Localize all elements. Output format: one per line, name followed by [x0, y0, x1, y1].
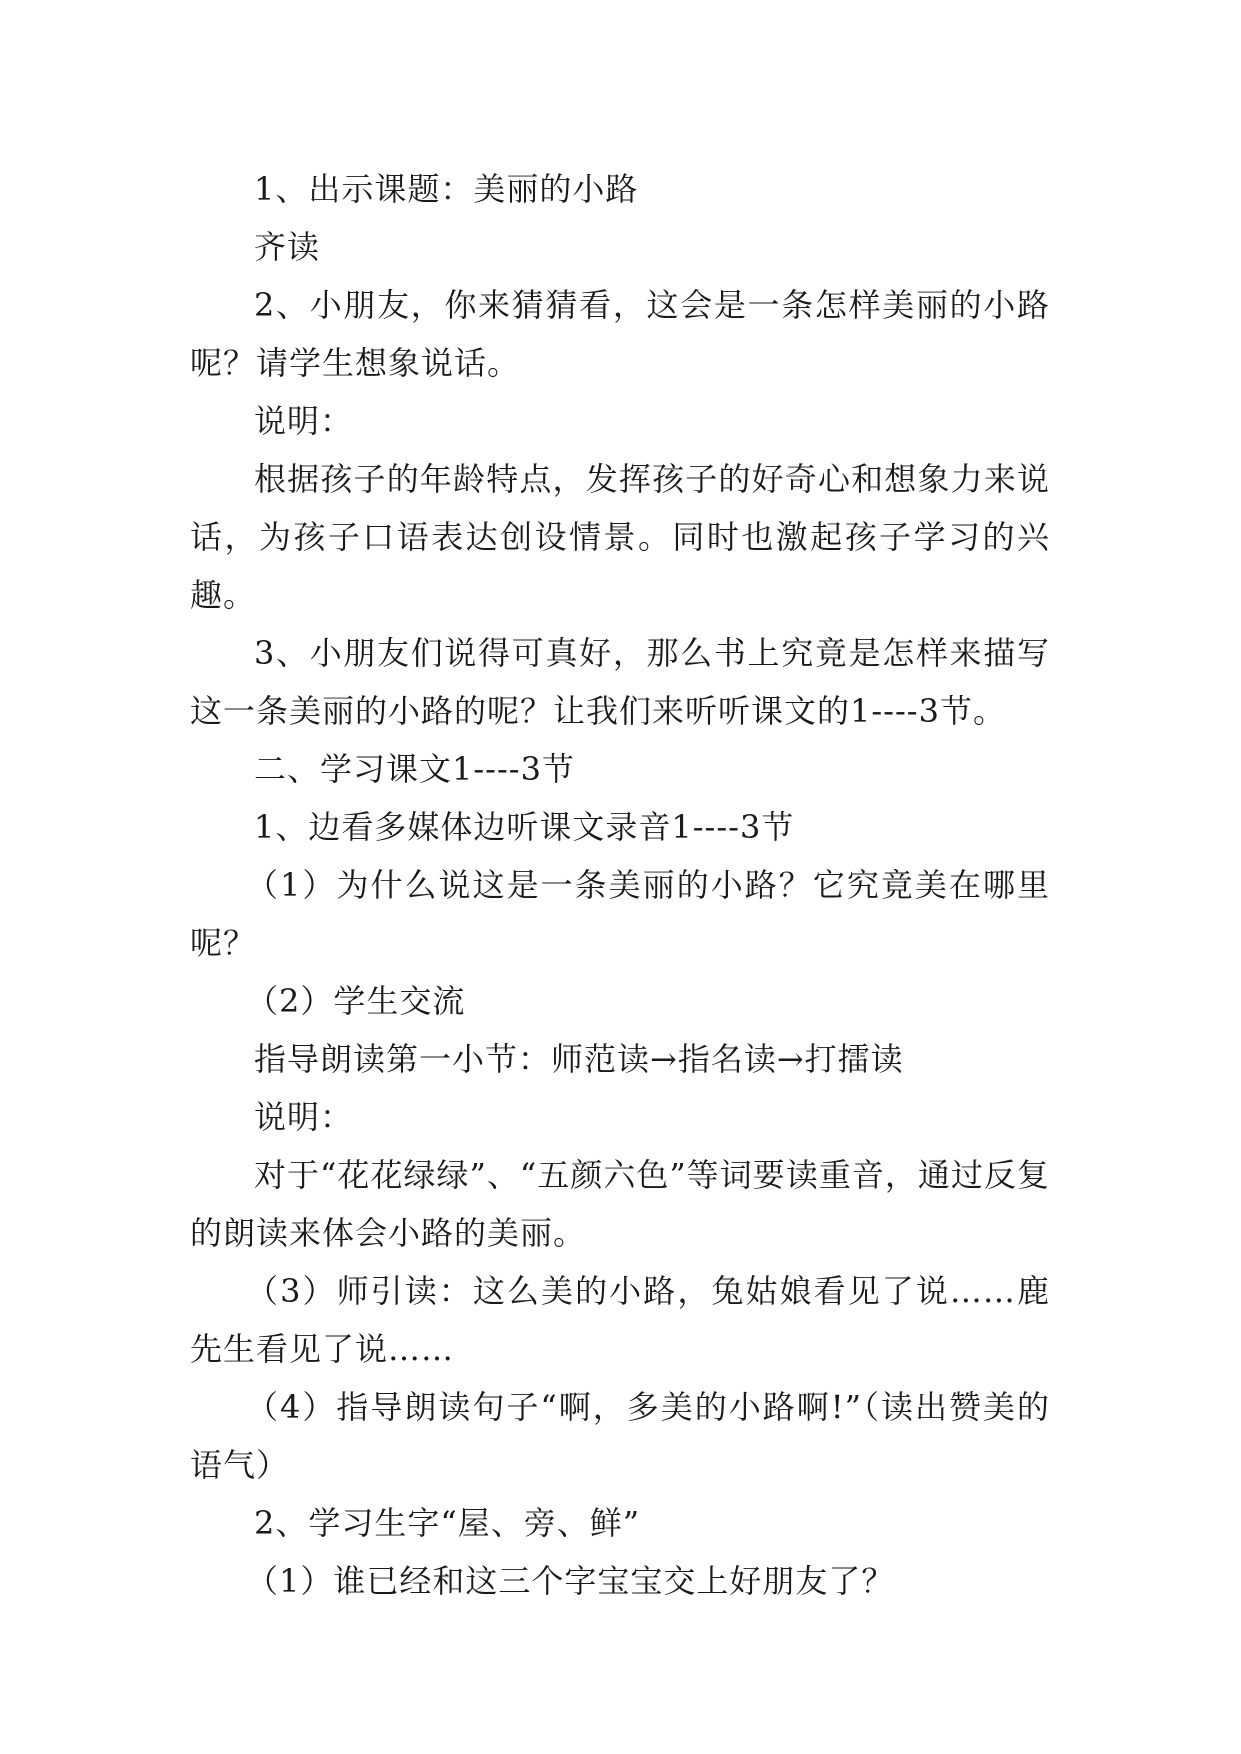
document-body: [190, 160, 1050, 1610]
paragraph: 2、小朋友，你来猜猜看，这会是一条怎样美丽的小路呢？请学生想象说话。: [190, 286, 1050, 382]
paragraph: 说明：: [254, 402, 354, 440]
paragraph: 根据孩子的年龄特点，发挥孩子的好奇心和想象力来说话，为孩子口语表达创设情景。同时也激起孩子学习的兴趣。: [190, 460, 1050, 614]
paragraph: 齐读: [254, 228, 321, 266]
paragraph: （4）指导朗读句子“啊，多美的小路啊!”（读出赞美的语气）: [190, 1388, 1050, 1484]
paragraph: （3）师引读：这么美的小路，兔姑娘看见了说……鹿先生看见了说……: [190, 1272, 1050, 1368]
paragraph: （2）学生交流: [246, 982, 466, 1020]
paragraph: （1）谁已经和这三个字宝宝交上好朋友了？: [246, 1562, 895, 1600]
paragraph: 对于“花花绿绿”、“五颜六色”等词要读重音，通过反复的朗读来体会小路的美丽。: [190, 1156, 1050, 1252]
paragraph: 3、小朋友们说得可真好，那么书上究竟是怎样来描写这一条美丽的小路的呢？让我们来听听课文的1----3节。: [190, 634, 1050, 730]
paragraph: 1、出示课题：美丽的小路: [254, 170, 639, 208]
paragraph: 说明：: [254, 1098, 354, 1136]
paragraph: 1、边看多媒体边听课文录音1----3节: [254, 808, 795, 846]
paragraph: 2、学习生字“屋、旁、鲜”: [254, 1504, 641, 1542]
paragraph: 指导朗读第一小节：师范读→指名读→打擂读: [254, 1040, 904, 1078]
paragraph: （1）为什么说这是一条美丽的小路？它究竟美在哪里呢？: [190, 866, 1050, 962]
paragraph: 二、学习课文1----3节: [254, 750, 575, 788]
